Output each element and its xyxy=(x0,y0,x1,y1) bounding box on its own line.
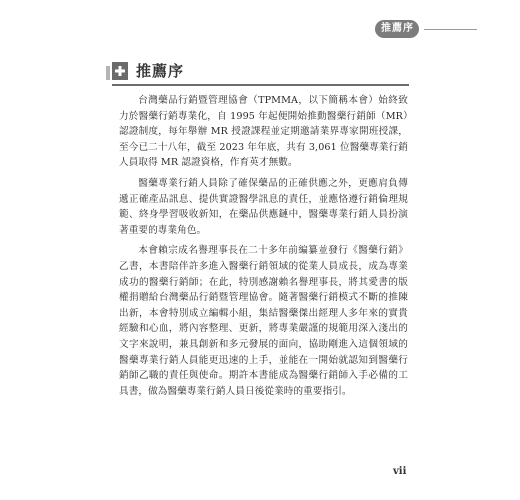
page-title: 推薦序 xyxy=(136,62,185,80)
paragraph: 本會賴宗成名譽理事長在二十多年前編纂並發行《醫藥行銷》乙書，本書陪伴許多進入醫藥行銷領域的從業人員成長，成為專業成功的醫藥行銷師；在此，特別感謝賴名譽理事長，將其愛書的版權捐贈給台灣藥品行銷暨管理協會。隨著醫藥行銷模式不斷的推陳出新，本會特別成立編輯小組，集結醫藥傑出經理人多年來的實貴經驗和心血，將內容整理、更新，將專業嚴謹的規範用深入淺出的文字來說明，兼具創新和多元發展的面向，協助剛進入這個領域的醫藥專業行銷人員能更迅速的上手，並能在一開始就認知到醫藥行銷師乙職的責任與使命。期許本書能成為醫藥行銷師入手必備的工具書，做為醫藥專業行銷人員日後從業時的重要指引。 xyxy=(119,245,408,397)
paragraph: 台灣藥品行銷暨管理協會（TPMMA，以下簡稱本會）始終致力於醫藥行銷專業化，自 1995 年起便開始推動醫藥行銷師（MR）認證制度，每年舉辦 MR 授證課程並定期邀請業界專家開班授課，至今已二十八年，截至 2023 年年底，共有 3,061 位醫藥專業行銷人員取得 MR 認證資格，作育英才無數。 xyxy=(119,95,408,169)
paragraph: 醫藥專業行銷人員除了確保藥品的正確供應之外，更應肩負傳遞正確產品訊息、提供實證醫學訊息的責任，並應恪遵行銷倫理規範、終身學習吸收新知，在藥品供應鏈中，醫藥專業行銷人員扮演著重要的專業角色。 xyxy=(119,177,408,236)
section-tab-char: 推 xyxy=(381,23,391,34)
running-header xyxy=(375,20,477,38)
page-number: vii xyxy=(393,466,407,477)
body-text xyxy=(119,93,408,404)
section-tab-char: 薦 xyxy=(392,23,402,34)
heading-underline xyxy=(112,84,409,86)
section-tab xyxy=(375,20,419,38)
header-rule xyxy=(424,29,477,30)
cross-medical-icon xyxy=(112,62,128,80)
chapter-heading xyxy=(112,60,184,81)
section-tab-char: 序 xyxy=(403,23,413,34)
